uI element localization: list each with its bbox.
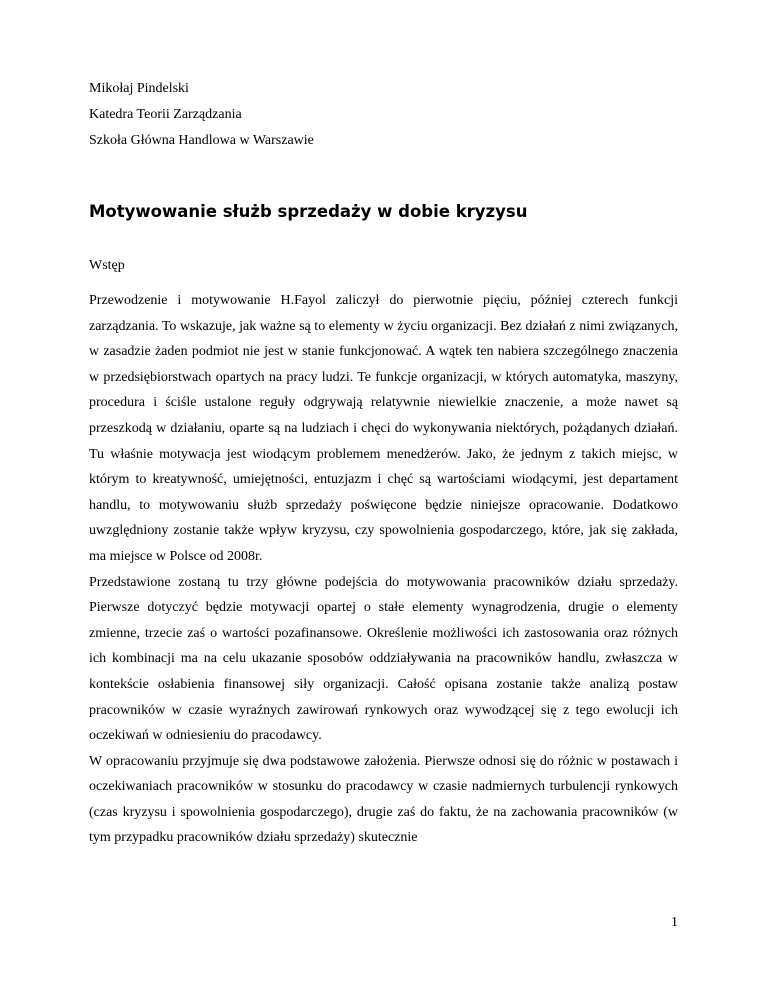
paragraph: Przewodzenie i motywowanie H.Fayol zaliczył do pierwotnie pięciu, później czterech funkcji zarządzania. To wskazuje, jak ważne są to elementy w życiu organizacji. Bez działań z nimi związanych, w zasadzie żaden podmiot nie jest w stanie funkcjonować. A wątek ten nabiera szczególnego znaczenia w przedsiębiorstwach opartych na pracy ludzi. Te funkcje organizacji, w których automatyka, maszyny, procedura i ściśle ustalone reguły odgrywają relatywnie niewielkie znaczenie, a może nawet są przeszkodą w działaniu, oparte są na ludziach i chęci do wykonywania niektórych, pożądanych działań. Tu właśnie motywacja jest wiodącym problemem menedżerów. Jako, że jednym z takich miejsc, w którym to kreatywność, umiejętności, entuzjazm i chęć są wartościami wiodącymi, jest departament handlu, to motywowaniu służb sprzedaży poświęcone będzie niniejsze opracowanie. Dodatkowo uwzględniony zostanie także wpływ kryzysu, czy spowolnienia gospodarczego, które, jak się zakłada, ma miejsce w Polsce od 2008r. [89, 293, 678, 564]
page-number: 1 [671, 915, 678, 930]
paragraph: W opracowaniu przyjmuje się dwa podstawowe założenia. Pierwsze odnosi się do różnic w postawach i oczekiwaniach pracowników w stosunku do pracodawcy w czasie nadmiernych turbulencji rynkowych (czas kryzysu i spowolnienia gospodarczego), drugie zaś do faktu, że na zachowania pracowników (w tym przypadku pracowników działu sprzedaży) skutecznie [89, 753, 678, 846]
section-heading: Wstęp [89, 258, 125, 273]
author-block [89, 76, 314, 154]
body-text [89, 288, 678, 851]
document-page [89, 0, 678, 994]
document-title: Motywowanie służb sprzedaży w dobie kryzysu [89, 202, 528, 221]
author-department: Katedra Teorii Zarządzania [89, 107, 242, 122]
author-name: Mikołaj Pindelski [89, 81, 189, 96]
author-institution: Szkoła Główna Handlowa w Warszawie [89, 133, 314, 148]
paragraph: Przedstawione zostaną tu trzy główne podejścia do motywowania pracowników działu sprzedaży. Pierwsze dotyczyć będzie motywacji opartej o stałe elementy wynagrodzenia, drugie o elementy zmienne, trzecie zaś o wartości pozafinansowe. Określenie możliwości ich zastosowania oraz różnych ich kombinacji ma na celu ukazanie sposobów oddziaływania na pracowników handlu, zwłaszcza w kontekście osłabienia finansowej siły organizacji. Całość opisana zostanie także analizą postaw pracowników w czasie wyraźnych zawirowań rynkowych oraz wywodzącej się z tego ewolucji ich oczekiwań w odniesieniu do pracodawcy. [89, 574, 678, 744]
